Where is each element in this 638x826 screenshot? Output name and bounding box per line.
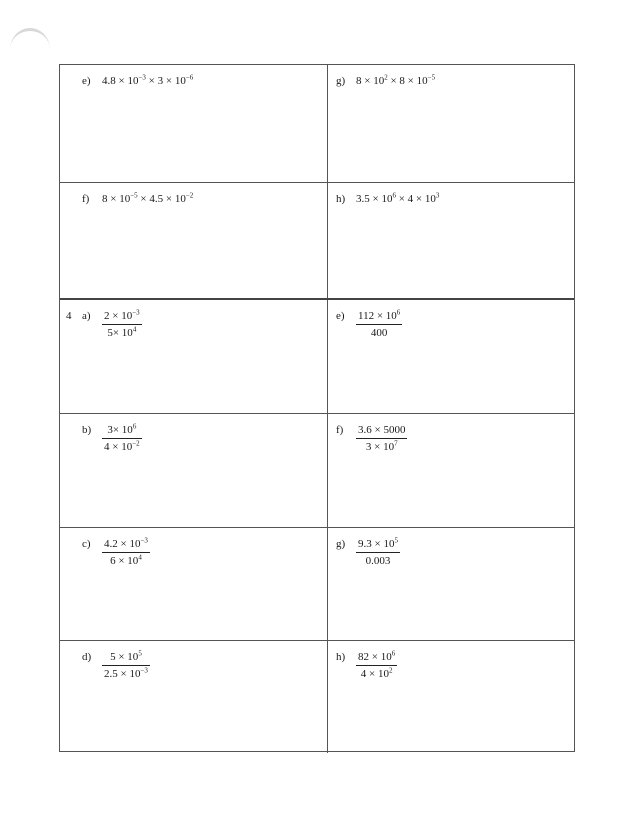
numerator — [102, 651, 150, 666]
exponent-2: −5 — [427, 73, 436, 82]
cell-4d — [60, 641, 328, 753]
question-label: a) — [82, 310, 91, 322]
numerator-text: 112 × 10 — [358, 310, 397, 322]
denominator-exponent: −3 — [140, 666, 148, 675]
question-3h — [336, 193, 439, 205]
cell-3e — [60, 65, 328, 182]
term-2: × 3 × 10 — [145, 75, 186, 87]
denominator-text: 400 — [370, 327, 388, 339]
numerator — [356, 538, 400, 553]
denominator-text: 2.5 × 10 — [104, 668, 141, 680]
table-row — [60, 528, 574, 641]
fraction — [356, 538, 400, 567]
numerator — [102, 424, 142, 439]
table-row — [60, 183, 574, 300]
denominator — [102, 325, 142, 339]
denominator — [356, 553, 400, 567]
multiplication-expression — [356, 193, 439, 205]
fraction — [102, 651, 150, 680]
denominator-text: 5× 10 — [107, 327, 133, 339]
multiplication-expression — [356, 75, 435, 87]
question-4e — [336, 310, 402, 339]
question-4d — [82, 651, 150, 680]
cell-4g — [328, 528, 574, 640]
fraction — [102, 424, 142, 453]
cell-4b — [60, 414, 328, 527]
exponent-1: 2 — [384, 73, 388, 82]
denominator-text: 4 × 10 — [360, 668, 389, 680]
question-4g — [336, 538, 400, 567]
numerator — [102, 538, 150, 553]
question-label: c) — [82, 538, 91, 550]
denominator-exponent: 4 — [132, 325, 137, 334]
fraction — [102, 310, 142, 339]
denominator-exponent: 7 — [394, 439, 398, 448]
question-4h — [336, 651, 397, 680]
denominator-text: 3 × 10 — [365, 441, 395, 453]
fraction — [356, 424, 407, 453]
denominator — [356, 439, 407, 453]
fraction — [356, 310, 402, 339]
exponent-2: 3 — [435, 191, 440, 200]
numerator — [102, 310, 142, 325]
question-label: e) — [82, 75, 91, 87]
question-4b — [82, 424, 142, 453]
denominator — [356, 666, 397, 680]
numerator-text: 82 × 10 — [358, 651, 392, 663]
numerator-exponent: −3 — [140, 536, 148, 545]
exponent-2: −2 — [185, 191, 194, 200]
question-label: f) — [82, 193, 90, 205]
question-label: d) — [82, 651, 92, 663]
cell-3f — [60, 183, 328, 298]
question-label: f) — [336, 424, 344, 436]
question-3f — [82, 193, 193, 205]
numerator-exponent: 6 — [396, 308, 401, 317]
question-3g — [336, 75, 435, 87]
denominator-text: 4 × 10 — [104, 441, 133, 453]
denominator — [102, 553, 150, 567]
cell-4h — [328, 641, 574, 753]
denominator-exponent: 2 — [388, 666, 393, 675]
table-row — [60, 414, 574, 528]
question-3e — [82, 75, 193, 87]
multiplication-expression — [102, 75, 193, 87]
numerator-exponent: 5 — [138, 649, 142, 658]
question-label: g) — [336, 75, 346, 87]
fraction — [356, 651, 397, 680]
term-1: 4.8 × 10 — [102, 75, 139, 87]
question-number: 4 — [66, 310, 72, 322]
table-row — [60, 641, 574, 753]
denominator-exponent: −2 — [132, 439, 140, 448]
question-label: h) — [336, 193, 346, 205]
denominator — [102, 666, 150, 680]
term-1: 3.5 × 10 — [356, 193, 393, 205]
numerator — [356, 651, 397, 666]
cell-4f — [328, 414, 574, 527]
exponent-1: −3 — [138, 73, 146, 82]
term-2: × 4.5 × 10 — [137, 193, 186, 205]
question-4a — [66, 310, 142, 339]
cell-4c — [60, 528, 328, 640]
question-4f — [336, 424, 407, 453]
question-label: h) — [336, 651, 346, 663]
numerator — [356, 424, 407, 439]
exponent-1: −5 — [130, 191, 138, 200]
question-4c — [82, 538, 150, 567]
denominator-exponent: 4 — [138, 553, 142, 562]
numerator-exponent: −3 — [132, 308, 140, 317]
numerator-text: 4.2 × 10 — [104, 538, 141, 550]
multiplication-expression — [102, 193, 193, 205]
denominator-text: 6 × 10 — [110, 555, 139, 567]
cell-3h — [328, 183, 574, 298]
numerator-exponent: 6 — [391, 649, 396, 658]
numerator — [356, 310, 402, 325]
term-2: × 8 × 10 — [387, 75, 428, 87]
term-2: × 4 × 10 — [395, 193, 436, 205]
numerator-exponent: 6 — [132, 422, 137, 431]
numerator-text: 3× 10 — [107, 424, 133, 436]
table-row — [60, 65, 574, 183]
numerator-text: 2 × 10 — [104, 310, 133, 322]
question-label: e) — [336, 310, 345, 322]
table-row — [60, 300, 574, 414]
numerator-text: 3.6 × 5000 — [358, 424, 406, 436]
exponent-2: −6 — [185, 73, 194, 82]
denominator — [356, 325, 402, 339]
question-label: g) — [336, 538, 346, 550]
page-edge-arc — [10, 28, 50, 71]
term-1: 8 × 10 — [356, 75, 385, 87]
cell-3g — [328, 65, 574, 182]
denominator-text: 0.003 — [365, 555, 391, 567]
question-label: b) — [82, 424, 92, 436]
worksheet-table — [59, 64, 575, 752]
cell-4e — [328, 300, 574, 413]
cell-4a — [60, 300, 328, 413]
fraction — [102, 538, 150, 567]
denominator — [102, 439, 142, 453]
numerator-text: 9.3 × 10 — [358, 538, 395, 550]
numerator-exponent: 5 — [394, 536, 398, 545]
numerator-text: 5 × 10 — [110, 651, 139, 663]
exponent-1: 6 — [392, 191, 396, 200]
term-1: 8 × 10 — [102, 193, 131, 205]
